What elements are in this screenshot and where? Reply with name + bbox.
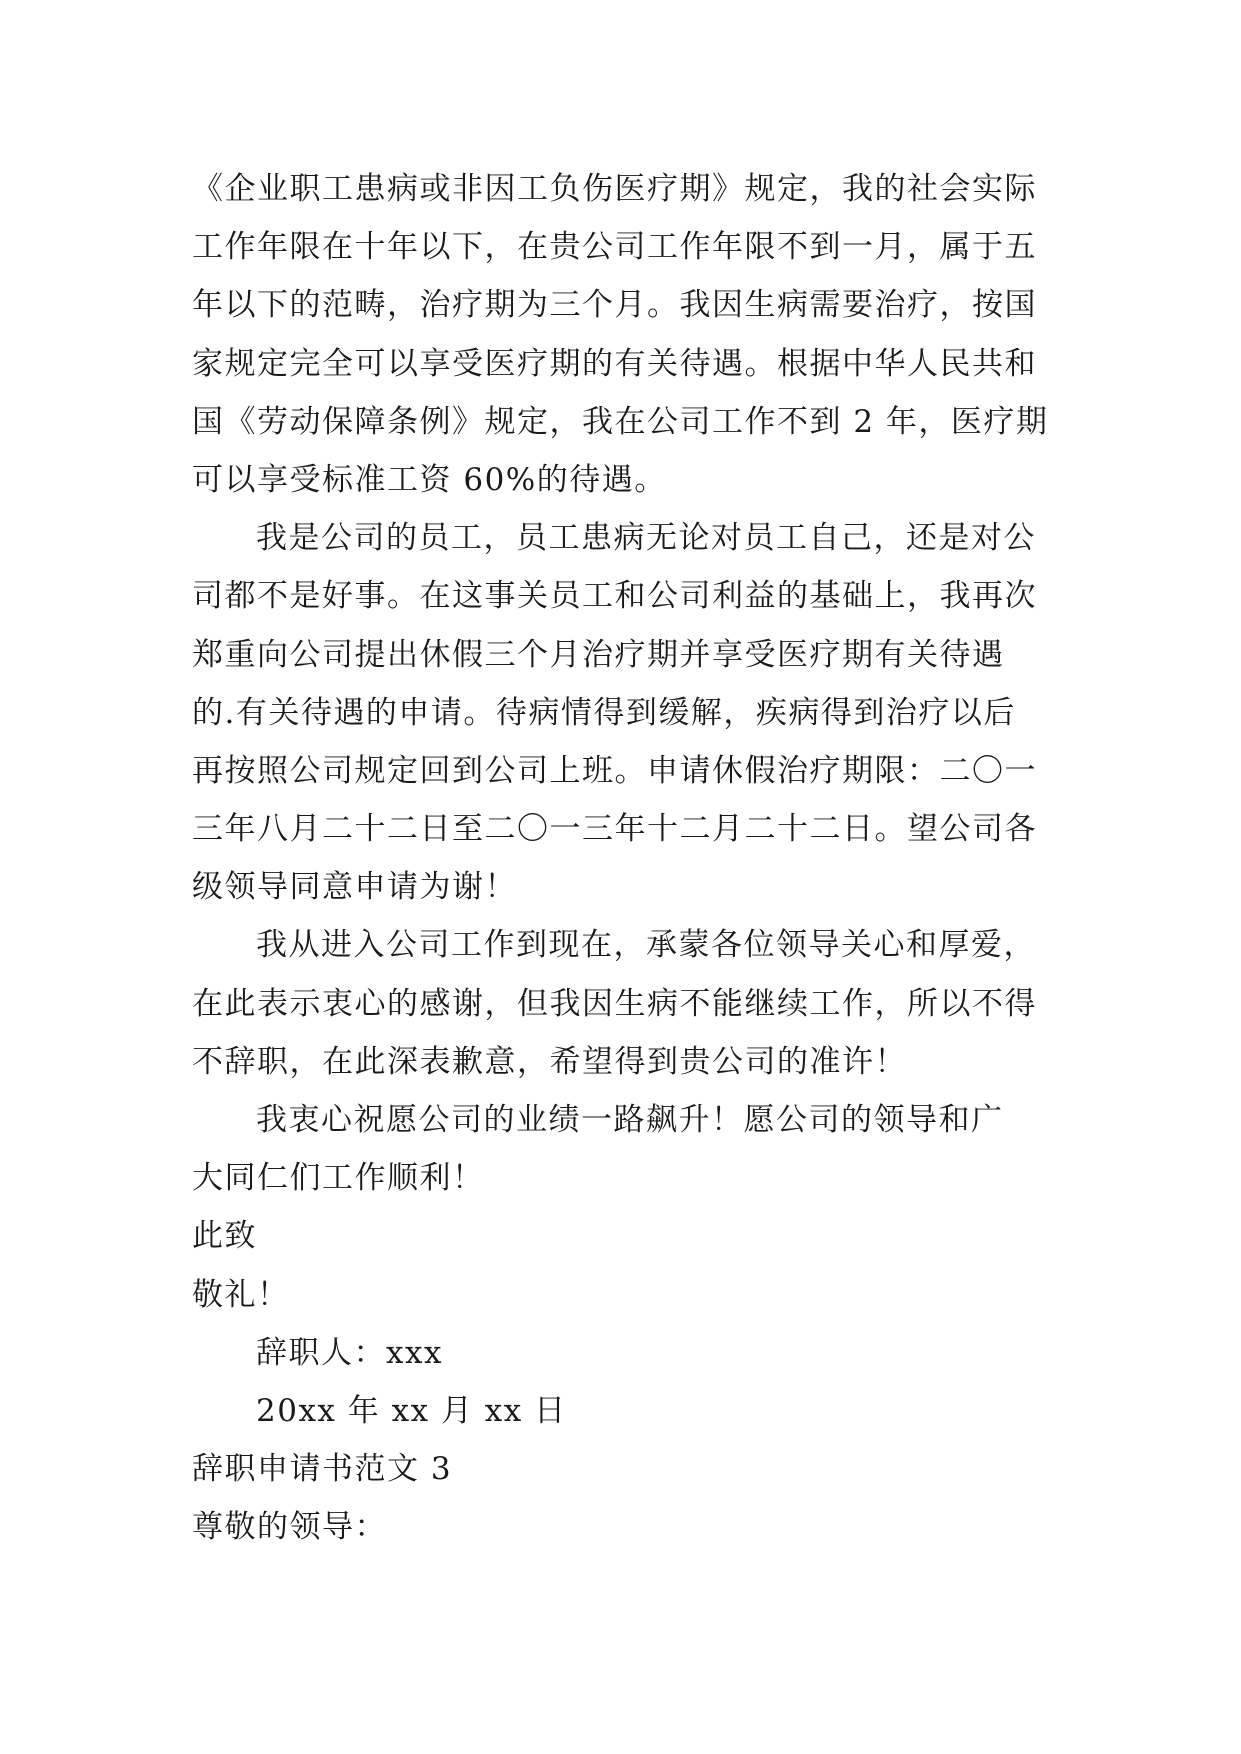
paragraph-line: 年以下的范畴，治疗期为三个月。我因生病需要治疗，按国 xyxy=(192,287,1037,324)
salutation-line: 尊敬的领导： xyxy=(192,1509,387,1546)
paragraph-line: 三年八月二十二日至二〇一三年十二月二十二日。望公司各 xyxy=(192,811,1037,848)
closing-line: 此致 xyxy=(192,1218,257,1255)
paragraph-line: 再按照公司规定回到公司上班。申请休假治疗期限：二〇一 xyxy=(192,752,1037,789)
paragraph-line: 我从进入公司工作到现在，承蒙各位领导关心和厚爱， xyxy=(256,927,1036,964)
paragraph-line: 的.有关待遇的申请。待病情得到缓解，疾病得到治疗以后 xyxy=(192,694,1016,731)
paragraph-line: 不辞职，在此深表歉意，希望得到贵公司的准许！ xyxy=(192,1043,907,1080)
paragraph-line: 在此表示衷心的感谢，但我因生病不能继续工作，所以不得 xyxy=(192,985,1037,1022)
paragraph-line: 工作年限在十年以下，在贵公司工作年限不到一月，属于五 xyxy=(192,229,1037,266)
paragraph-line: 司都不是好事。在这事关员工和公司利益的基础上，我再次 xyxy=(192,578,1037,615)
paragraph-line: 级领导同意申请为谢！ xyxy=(192,869,517,906)
paragraph-line: 可以享受标准工资 60%的待遇。 xyxy=(192,461,667,498)
paragraph-line: 我是公司的员工，员工患病无论对员工自己，还是对公 xyxy=(256,520,1036,557)
paragraph-line: 国《劳动保障条例》规定，我在公司工作不到 2 年，医疗期 xyxy=(192,403,1049,440)
paragraph-line: 《企业职工患病或非因工负伤医疗期》规定，我的社会实际 xyxy=(192,171,1037,207)
paragraph-line: 我衷心祝愿公司的业绩一路飙升！愿公司的领导和广 xyxy=(256,1102,1004,1138)
section-title: 辞职申请书范文 3 xyxy=(192,1451,453,1488)
signer-line: 辞职人：xxx xyxy=(256,1334,443,1371)
paragraph-line: 大同仁们工作顺利！ xyxy=(192,1160,485,1197)
closing-line: 敬礼！ xyxy=(192,1276,290,1313)
document-body xyxy=(192,160,1052,1557)
paragraph-line: 家规定完全可以享受医疗期的有关待遇。根据中华人民共和 xyxy=(192,345,1037,382)
date-line: 20xx 年 xx 月 xx 日 xyxy=(256,1392,567,1429)
paragraph-line: 郑重向公司提出休假三个月治疗期并享受医疗期有关待遇 xyxy=(192,636,1005,673)
